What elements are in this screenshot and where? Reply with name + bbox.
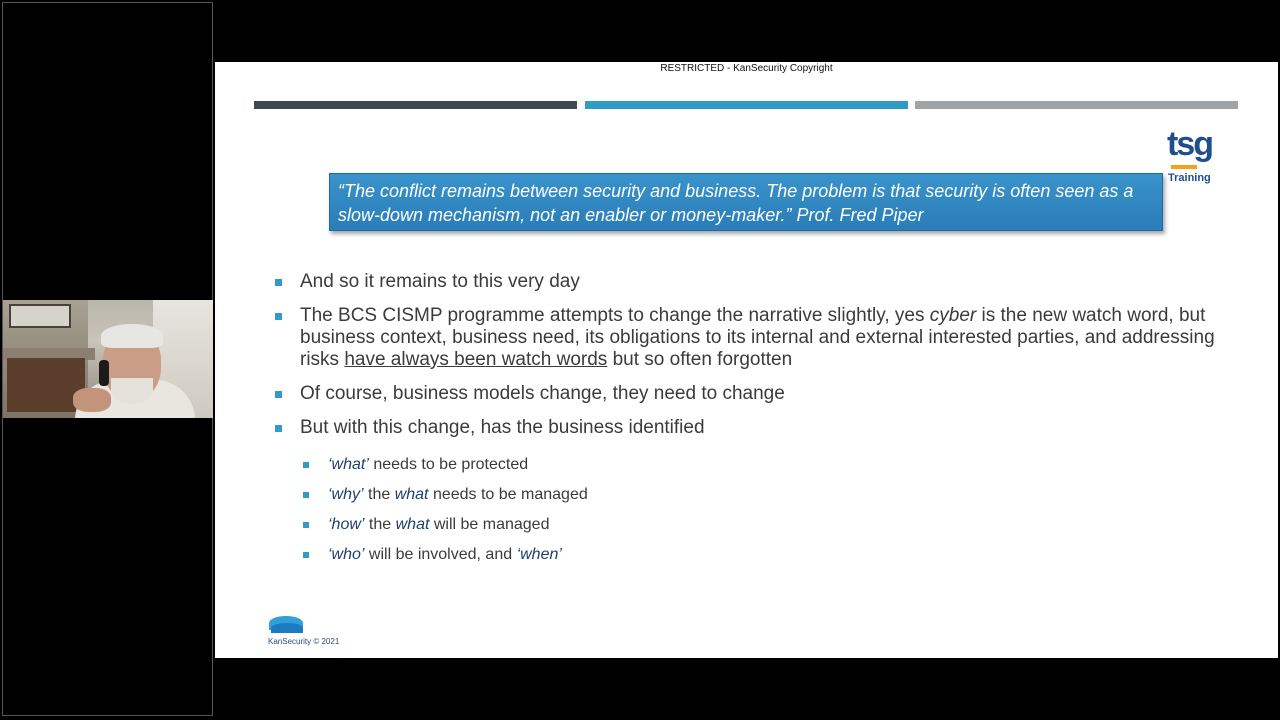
sub-bullet-keyword: ‘how’ [328, 516, 365, 533]
bullet-list [275, 271, 1235, 451]
bullet-text: The BCS CISMP programme attempts to change the narrative slightly, yes [300, 305, 930, 326]
video-person-beard [111, 378, 153, 404]
footer-copyright: KanSecurity © 2021 [268, 637, 340, 646]
sub-bullet-text: the [364, 516, 396, 533]
sub-bullet-item [303, 540, 588, 570]
bullet-text: Of course, business models change, they need to change [300, 383, 785, 404]
video-person-hand [73, 388, 111, 412]
bullet-item [275, 417, 1235, 439]
bullet-item [275, 305, 1235, 371]
sub-bullet-text: needs to be protected [368, 456, 529, 473]
sub-bullet-text: needs to be managed [428, 486, 588, 503]
sub-bullet-text: will be managed [429, 516, 550, 533]
tsg-logo-underline [1171, 165, 1197, 169]
sub-bullet-keyword: what [395, 516, 430, 533]
bullet-text: And so it remains to this very day [300, 271, 580, 292]
bullet-underlined: have always been watch words [344, 349, 608, 370]
sub-bullet-keyword: ‘what’ [328, 456, 369, 473]
bullet-italic: cyber [929, 305, 977, 326]
tsg-logo-mark: tsg [1167, 125, 1212, 163]
sub-bullet-keyword: ‘when’ [516, 546, 562, 563]
sub-bullet-list [303, 450, 588, 570]
video-picture-frame [9, 304, 71, 328]
sub-bullet-keyword: what [394, 486, 429, 503]
presentation-slide [215, 62, 1278, 658]
bullet-text: But with this change, has the business identified [300, 417, 705, 438]
bullet-text: but so often forgotten [607, 349, 793, 370]
sub-bullet-item [303, 450, 588, 480]
bullet-item [275, 271, 1235, 293]
bullet-text: is the new watch word, but business context, business need, its obligations to its internal and external interested parties, and addressing risks [300, 305, 1215, 370]
bullet-item [275, 383, 1235, 405]
header-bar-grey [915, 101, 1238, 109]
participant-video[interactable] [3, 300, 213, 418]
tsg-logo-label: Training [1168, 172, 1211, 184]
sub-bullet-item [303, 510, 588, 540]
classification-header: RESTRICTED - KanSecurity Copyright [660, 63, 833, 74]
quote-text: “The conflict remains between security and business. The problem is that security is often seen as a slow-down mechanism, not an enabler or money-maker.” Prof. Fred Piper [338, 181, 1134, 225]
kansecurity-logo [267, 614, 340, 650]
video-person-hair [101, 324, 163, 348]
headset-icon [99, 360, 109, 386]
tsg-logo [1165, 125, 1225, 188]
sub-bullet-keyword: ‘who’ [328, 546, 365, 563]
sub-bullet-text: the [363, 486, 395, 503]
sub-bullet-keyword: ‘why’ [328, 486, 364, 503]
wave-icon [271, 623, 303, 633]
header-bar-dark [254, 101, 577, 109]
quote-box [329, 173, 1163, 231]
sub-bullet-text: will be involved, and [364, 546, 517, 563]
header-bar-blue [585, 101, 908, 109]
sub-bullet-item [303, 480, 588, 510]
